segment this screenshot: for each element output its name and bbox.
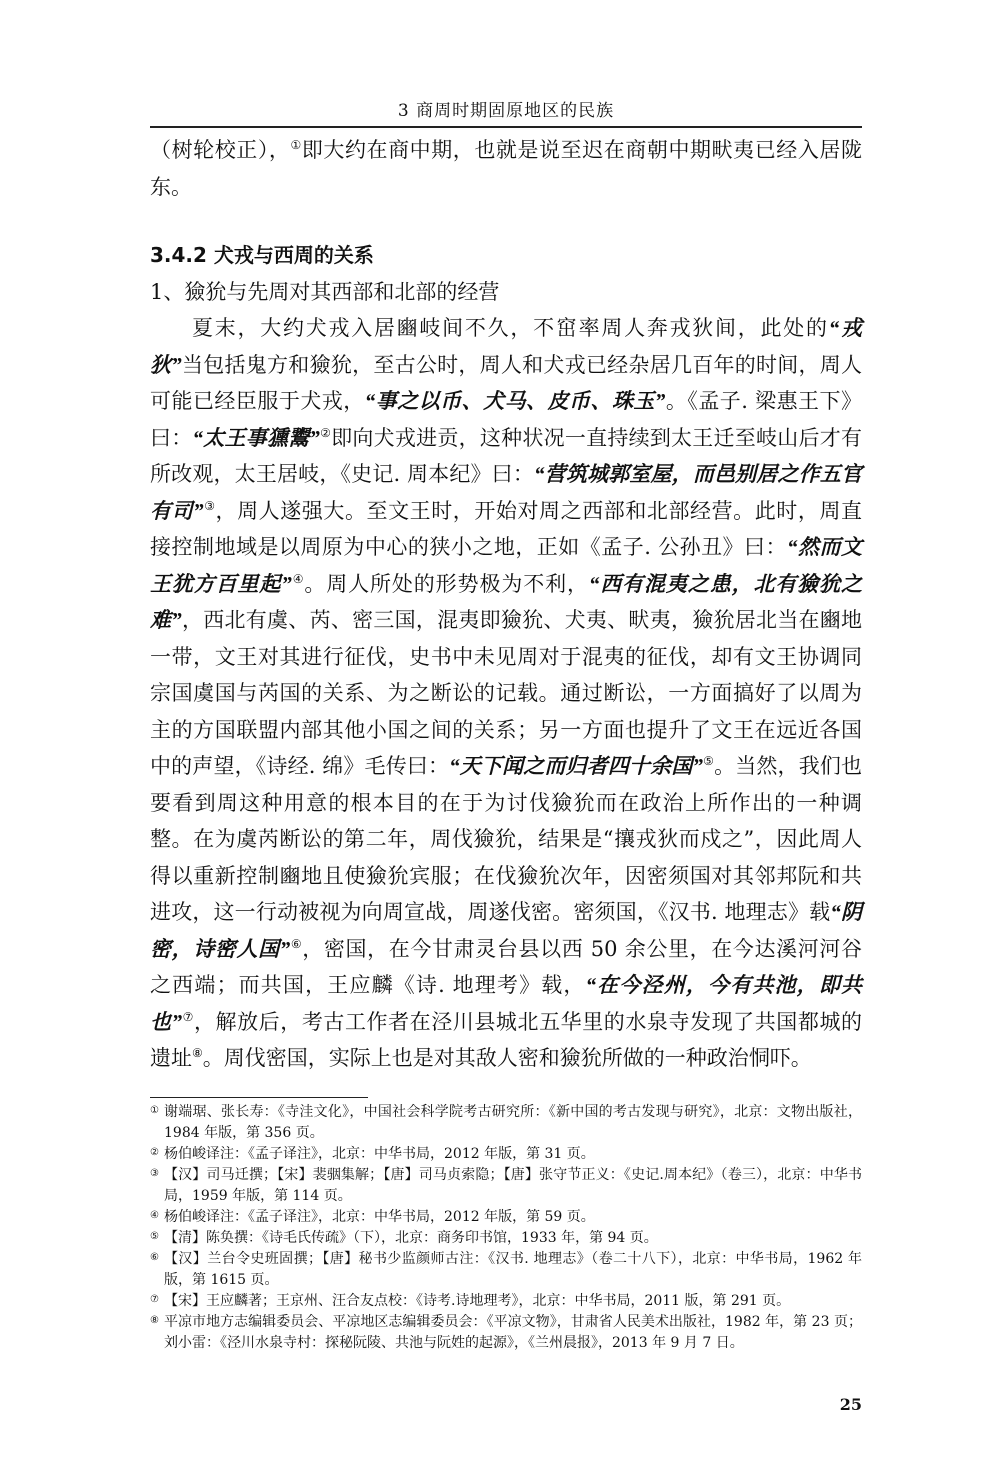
footnote — [150, 1165, 862, 1207]
footnote — [150, 1228, 862, 1249]
footnote-ref-5: ⑤ — [703, 754, 715, 768]
quote-run: “事之以币、犬马、皮币、珠玉” — [364, 389, 666, 413]
quote-run: “太王事獯鬻” — [192, 425, 320, 450]
footnote-text: 谢端琚、张长寿：《寺洼文化》，中国社会科学院考古研究所：《新中国的考古发现与研究》，北京：文物出版社，1984 年版，第 356 页。 — [164, 1104, 862, 1141]
footnote-rule — [150, 1097, 368, 1098]
footnote — [150, 1144, 862, 1165]
running-header: 3 商周时期固原地区的民族 — [397, 101, 615, 121]
footnote-ref-6: ⑥ — [290, 936, 303, 951]
text-run: 。《孟子. 梁惠王下》曰： — [150, 389, 863, 450]
footnote-ref-3: ③ — [203, 498, 216, 513]
text-run: 当包括鬼方和獫狁，至古公时，周人和犬戎已经杂居几百年的时间，周人可能已经臣服于犬戎， — [150, 352, 863, 413]
main-text — [150, 132, 862, 1077]
footnote-mark: ④ — [150, 1210, 159, 1221]
footnote — [150, 1207, 862, 1228]
footnote-mark: ⑥ — [150, 1252, 159, 1263]
quote-run: “西有混夷之患，北有獫狁之难” — [150, 571, 863, 632]
text-run: 。当然，我们也要看到周这种用意的根本目的在于为讨伐獫狁而在政治上所作出的一种调整。在为虞芮断讼的第二年，周伐獫狁，结果是“攘戎狄而戍之”，因此周人得以重新控制豳地且使獫狁宾服；在伐獫狁次年，因密须国对其邻邦阮和共进攻，这一行动被视为向周宣战，周遂伐密。密须国，《汉书. 地理志》载 — [150, 754, 862, 924]
footnote-mark: ③ — [150, 1168, 159, 1179]
text-run: ，西北有虞、芮、密三国，混夷即獫狁、犬夷、畎夷，獫狁居北当在豳地一带，文王对其进行征伐，史书中未见周对于混夷的征伐，却有文王协调同宗国虞国与芮国的关系、为之断讼的记载。通过断讼，一方面搞好了以周为主的方国联盟内部其他小国之间的关系；另一方面也提升了文王在远近各国中的声望，《诗经. 绵》毛传曰： — [150, 608, 863, 778]
continuation-before: （树轮校正）， — [150, 138, 291, 162]
footnote-text: 【清】陈奂撰：《诗毛氏传疏》（下），北京：商务印书馆，1933 年，第 94 页。 — [164, 1230, 658, 1246]
text-run: ，解放后，考古工作者在泾川县城北五华里的水泉寺发现了共国都城的遗址 — [150, 1009, 863, 1070]
footnote — [150, 1291, 862, 1312]
footnote — [150, 1312, 862, 1354]
footnote-mark: ⑤ — [150, 1231, 159, 1242]
quote-run: “天下闻之而归者四十余国” — [449, 754, 703, 778]
footnote — [150, 1249, 862, 1291]
footnote-text: 【汉】兰台令史班固撰；【唐】秘书少监颜师古注：《汉书. 地理志》（卷二十八下），北京：中华书局，1962 年版，第 1615 页。 — [164, 1251, 862, 1288]
text-run: 。周伐密国，实际上也是对其敌人密和獫狁所做的一种政治恫吓。 — [202, 1046, 812, 1070]
footnote-text: 【汉】司马迁撰；【宋】裴骃集解；【唐】司马贞索隐；【唐】张守节正义：《史记.周本纪》（卷三），北京：中华书局，1959 年版，第 114 页。 — [164, 1167, 862, 1204]
footnote-text: 平凉市地方志编辑委员会、平凉地区志编辑委员会：《平凉文物》，甘肃省人民美术出版社，1982 年，第 23 页；刘小雷：《泾川水泉寺村：探秘阮陵、共池与阮姓的起源》，《兰州晨报》，2013 年 9 月 7 日。 — [164, 1314, 862, 1351]
text-run: 夏末，大约犬戎入居豳岐间不久，不窋率周人奔戎狄间，此处的 — [192, 316, 829, 340]
text-run: ，密国，在今甘肃灵台县以西 50 余公里，在今达溪河河谷之西端；而共国，王应麟《诗. 地理考》载， — [150, 936, 862, 997]
footnote-ref-7: ⑦ — [182, 1009, 194, 1024]
footnote-ref-8: ⑧ — [192, 1046, 203, 1060]
body-paragraph — [150, 310, 862, 1077]
quote-run: “戎狄” — [150, 316, 863, 377]
quote-run: “营筑城郭室屋，而邑别居之作五官有司” — [150, 462, 863, 523]
continuation-line — [150, 132, 862, 205]
sub-heading: 1、獫狁与先周对其西部和北部的经营 — [150, 279, 500, 304]
footnote-ref-4: ④ — [291, 571, 305, 586]
footnote-text: 【宋】王应麟著；王京州、汪合友点校：《诗考.诗地理考》，北京：中华书局，2011 版，第 291 页。 — [164, 1293, 791, 1309]
header-rule — [150, 126, 862, 128]
footnote — [150, 1102, 862, 1144]
footnote-ref-1: ① — [290, 138, 302, 152]
footnote-mark: ⑦ — [150, 1294, 159, 1305]
quote-run: “然而文王犹方百里起” — [150, 535, 862, 596]
footnotes — [150, 1102, 862, 1354]
quote-run: “阴密，诗密人国” — [150, 900, 862, 961]
footnote-mark: ② — [150, 1147, 159, 1158]
footnote-text: 杨伯峻译注：《孟子译注》，北京：中华书局，2012 年版，第 31 页。 — [164, 1146, 595, 1162]
section-heading: 3.4.2 犬戎与西周的关系 — [150, 243, 374, 267]
footnote-text: 杨伯峻译注：《孟子译注》，北京：中华书局，2012 年版，第 59 页。 — [164, 1209, 595, 1225]
text-run: 。周人所处的形势极为不利， — [304, 571, 589, 596]
text-run: 即向犬戎进贡，这种状况一直持续到太王迁至岐山后才有所改观，太王居岐，《史记. 周本纪》曰： — [150, 425, 862, 486]
footnote-mark: ① — [150, 1105, 159, 1116]
text-run: ，周人遂强大。至文王时，开始对周之西部和北部经营。此时，周直接控制地域是以周原为中心的狭小之地，正如《孟子. 公孙丑》曰： — [150, 498, 863, 559]
page-number: 25 — [839, 1395, 862, 1414]
footnote-mark: ⑧ — [150, 1315, 159, 1326]
continuation-after: 即大约在商中期，也就是说至迟在商朝中期畎夷已经入居陇东。 — [150, 138, 863, 199]
footnote-ref-2: ② — [319, 425, 332, 440]
quote-run: “在今泾州，今有共池，即共也” — [150, 973, 862, 1034]
